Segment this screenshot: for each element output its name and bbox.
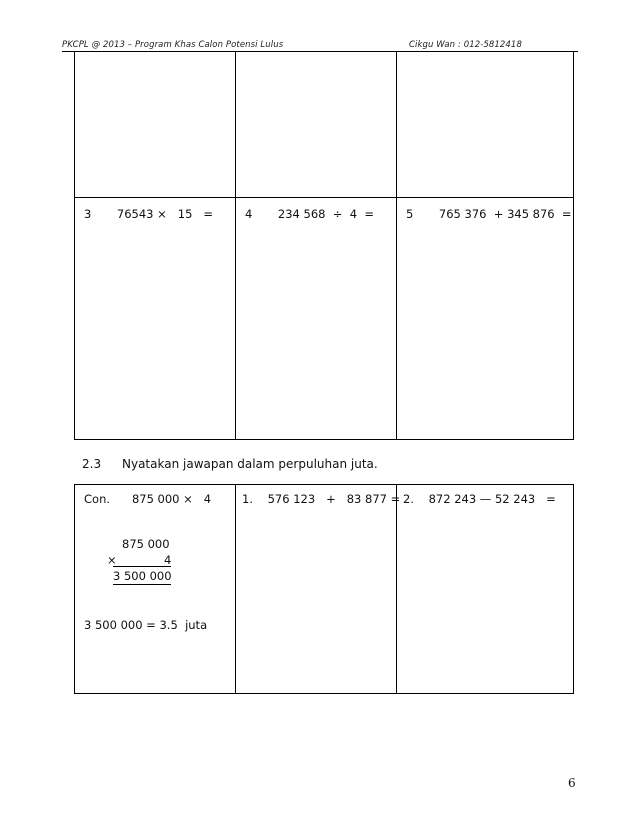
- problem-cell: [397, 198, 574, 440]
- page-number: 6: [568, 776, 576, 790]
- example-result: 3 500 000: [113, 569, 172, 583]
- section-heading: [82, 457, 378, 471]
- problem-cell: [75, 198, 236, 440]
- answer-cell-blank: [75, 51, 236, 198]
- section-instruction: Nyatakan jawapan dalam perpuluhan juta.: [122, 457, 378, 471]
- problem-b2: 2. 872 243 — 52 243 =: [403, 492, 556, 506]
- problem-cell: [397, 485, 574, 694]
- header-left: PKCPL @ 2013 – Program Khas Calon Potensi Lulus: [62, 40, 284, 50]
- answer-cell-blank: [236, 51, 397, 198]
- example-answer: 3 500 000 = 3.5 juta: [84, 618, 208, 632]
- answer-cell-blank: [397, 51, 574, 198]
- example-line-1: 875 000: [122, 537, 170, 551]
- problem-cell: [236, 198, 397, 440]
- header-right: Cikgu Wan : 012-5812418: [409, 40, 522, 50]
- worksheet-table-top: [74, 51, 574, 440]
- section-number: 2.3: [82, 457, 102, 471]
- multiply-sign: ×: [107, 553, 117, 567]
- example-multiplier: 4: [164, 553, 172, 567]
- worksheet-table-bottom: [74, 484, 574, 694]
- sum-line: [113, 566, 171, 567]
- example-title: Con. 875 000 × 4: [84, 492, 212, 506]
- problem-4: 4 234 568 ÷ 4 =: [245, 207, 374, 221]
- problem-b1: 1. 576 123 + 83 877 =: [242, 492, 401, 506]
- problem-cell: [236, 485, 401, 694]
- problem-5: 5 765 376 + 345 876 =: [406, 207, 572, 221]
- example-cell: [75, 485, 236, 694]
- result-underline: [113, 584, 171, 585]
- problem-3: 3 76543 × 15 =: [84, 207, 213, 221]
